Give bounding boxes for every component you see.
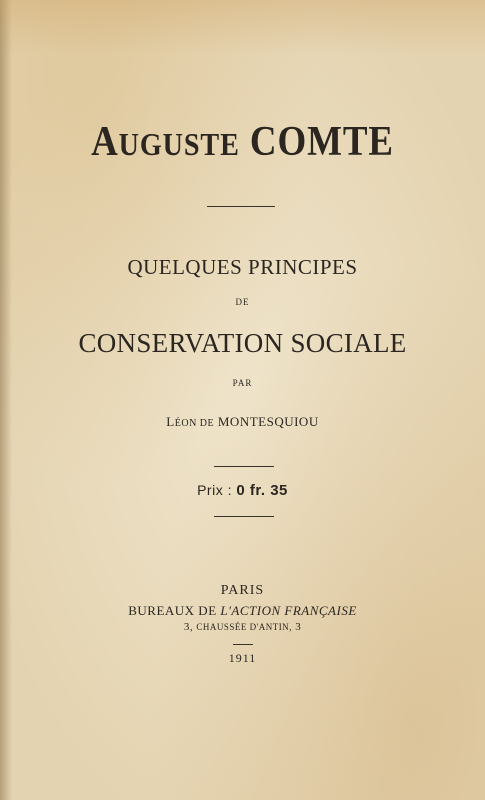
publisher [0, 603, 485, 619]
author-initial: A [91, 119, 119, 165]
by-label: PAR [232, 378, 253, 388]
publisher-prefix: BUREAUX DE [128, 603, 217, 618]
divider-rule-year [233, 644, 253, 645]
byline [0, 414, 485, 430]
divider-rule-price-bottom [214, 516, 274, 517]
address-street: CHAUSSÉE D'ANTIN, [196, 622, 292, 632]
author-surname: COMTE [249, 119, 394, 165]
publisher-address [0, 621, 485, 633]
publication-year: 1911 [228, 651, 257, 665]
byline-last-name: MONTESQUIOU [217, 414, 319, 429]
title-line-1: QUELQUES PRINCIPES [127, 255, 358, 279]
divider-rule-top [207, 206, 275, 207]
byline-initial: L [166, 414, 175, 429]
price [0, 482, 485, 499]
price-value: 0 fr. 35 [236, 482, 288, 499]
book-author-heading [29, 118, 456, 166]
price-label: Prix : [197, 482, 232, 498]
title-connector: DE [235, 297, 250, 307]
byline-first-name-rest: ÉON DE [174, 418, 215, 429]
divider-rule-price-top [214, 466, 274, 467]
address-suffix: 3 [295, 621, 302, 633]
author-given-name-rest: UGUSTE [118, 126, 240, 162]
publication-city: PARIS [220, 583, 265, 598]
address-number: 3, [183, 621, 194, 633]
publisher-name: L'ACTION FRANÇAISE [220, 603, 357, 618]
title-line-2: CONSERVATION SOCIALE [78, 328, 407, 358]
